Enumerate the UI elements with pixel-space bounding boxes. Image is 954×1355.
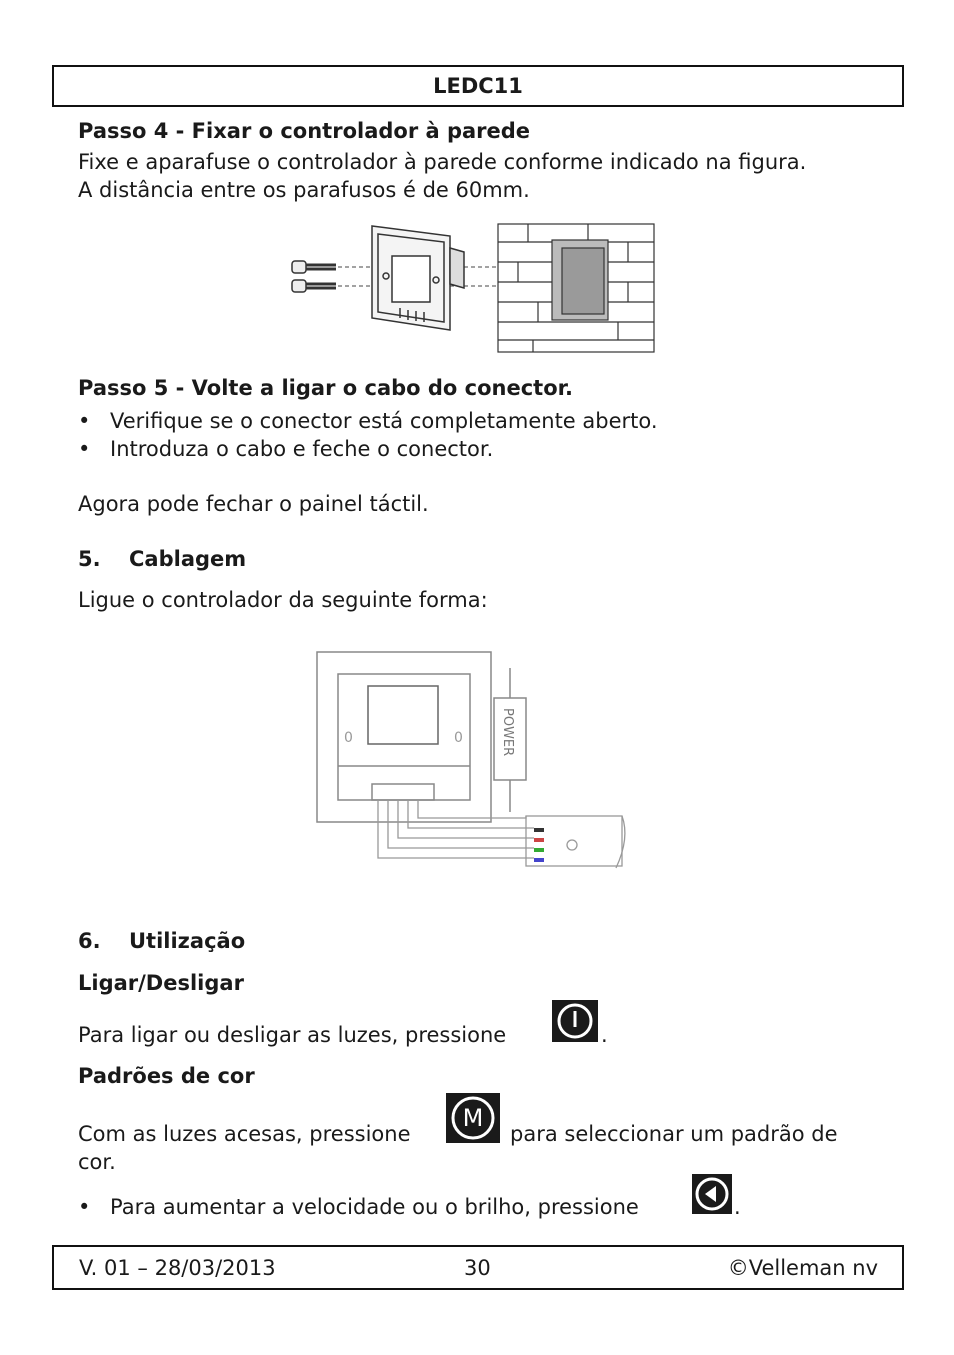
bullet-marker: •	[78, 1195, 91, 1219]
section6-number: 6.	[78, 929, 101, 953]
step4-title: Passo 4 - Fixar o controlador à parede	[78, 119, 531, 143]
step5-bullet-2: Introduza o cabo e feche o conector.	[110, 437, 494, 461]
wiring-figure	[312, 648, 634, 880]
step5-title: Passo 5 - Volte a ligar o cabo do conector.	[78, 376, 573, 400]
svg-text:0: 0	[454, 730, 463, 746]
step5-closing: Agora pode fechar o painel táctil.	[78, 492, 429, 516]
brick-wall-illustration	[498, 224, 654, 352]
mounting-figure	[288, 218, 660, 358]
controller-frame-illustration	[372, 226, 464, 330]
section6-title: Utilização	[129, 929, 246, 953]
left-arrow-button-icon	[692, 1174, 732, 1214]
footer-version: V. 01 – 28/03/2013	[79, 1256, 276, 1280]
section5-number: 5.	[78, 547, 101, 571]
onoff-text: Para ligar ou desligar as luzes, pressione	[78, 1023, 507, 1047]
onoff-period: .	[601, 1023, 608, 1047]
patterns-text-wrap: cor.	[78, 1150, 116, 1174]
header-model-box	[52, 65, 904, 107]
power-button-icon	[552, 1000, 598, 1042]
power-label: POWER	[500, 708, 515, 757]
screws-illustration	[292, 261, 336, 292]
patterns-text-after: para seleccionar um padrão de	[510, 1122, 838, 1146]
section5-title: Cablagem	[129, 547, 247, 571]
patterns-title: Padrões de cor	[78, 1064, 255, 1088]
patterns-text-before: Com as luzes acesas, pressione	[78, 1122, 411, 1146]
step4-line2: A distância entre os parafusos é de 60mm.	[78, 178, 530, 202]
patterns-bullet: Para aumentar a velocidade ou o brilho, pressione	[110, 1195, 639, 1219]
step5-bullet-1: Verifique se o conector está completamente aberto.	[110, 409, 658, 433]
svg-text:0: 0	[344, 730, 353, 746]
section5-intro: Ligue o controlador da seguinte forma:	[78, 588, 488, 612]
mode-button-icon	[446, 1093, 500, 1143]
bullet-marker: •	[78, 409, 91, 433]
step4-line1: Fixe e aparafuse o controlador à parede conforme indicado na figura.	[78, 150, 807, 174]
svg-text:M: M	[462, 1104, 484, 1132]
bullet-marker: •	[78, 437, 91, 461]
patterns-bullet-period: .	[734, 1195, 741, 1219]
footer-page-number: 30	[464, 1256, 491, 1280]
onoff-title: Ligar/Desligar	[78, 971, 244, 995]
footer	[52, 1245, 904, 1290]
footer-copyright: ©Velleman nv	[727, 1256, 878, 1280]
header-model: LEDC11	[433, 74, 523, 98]
